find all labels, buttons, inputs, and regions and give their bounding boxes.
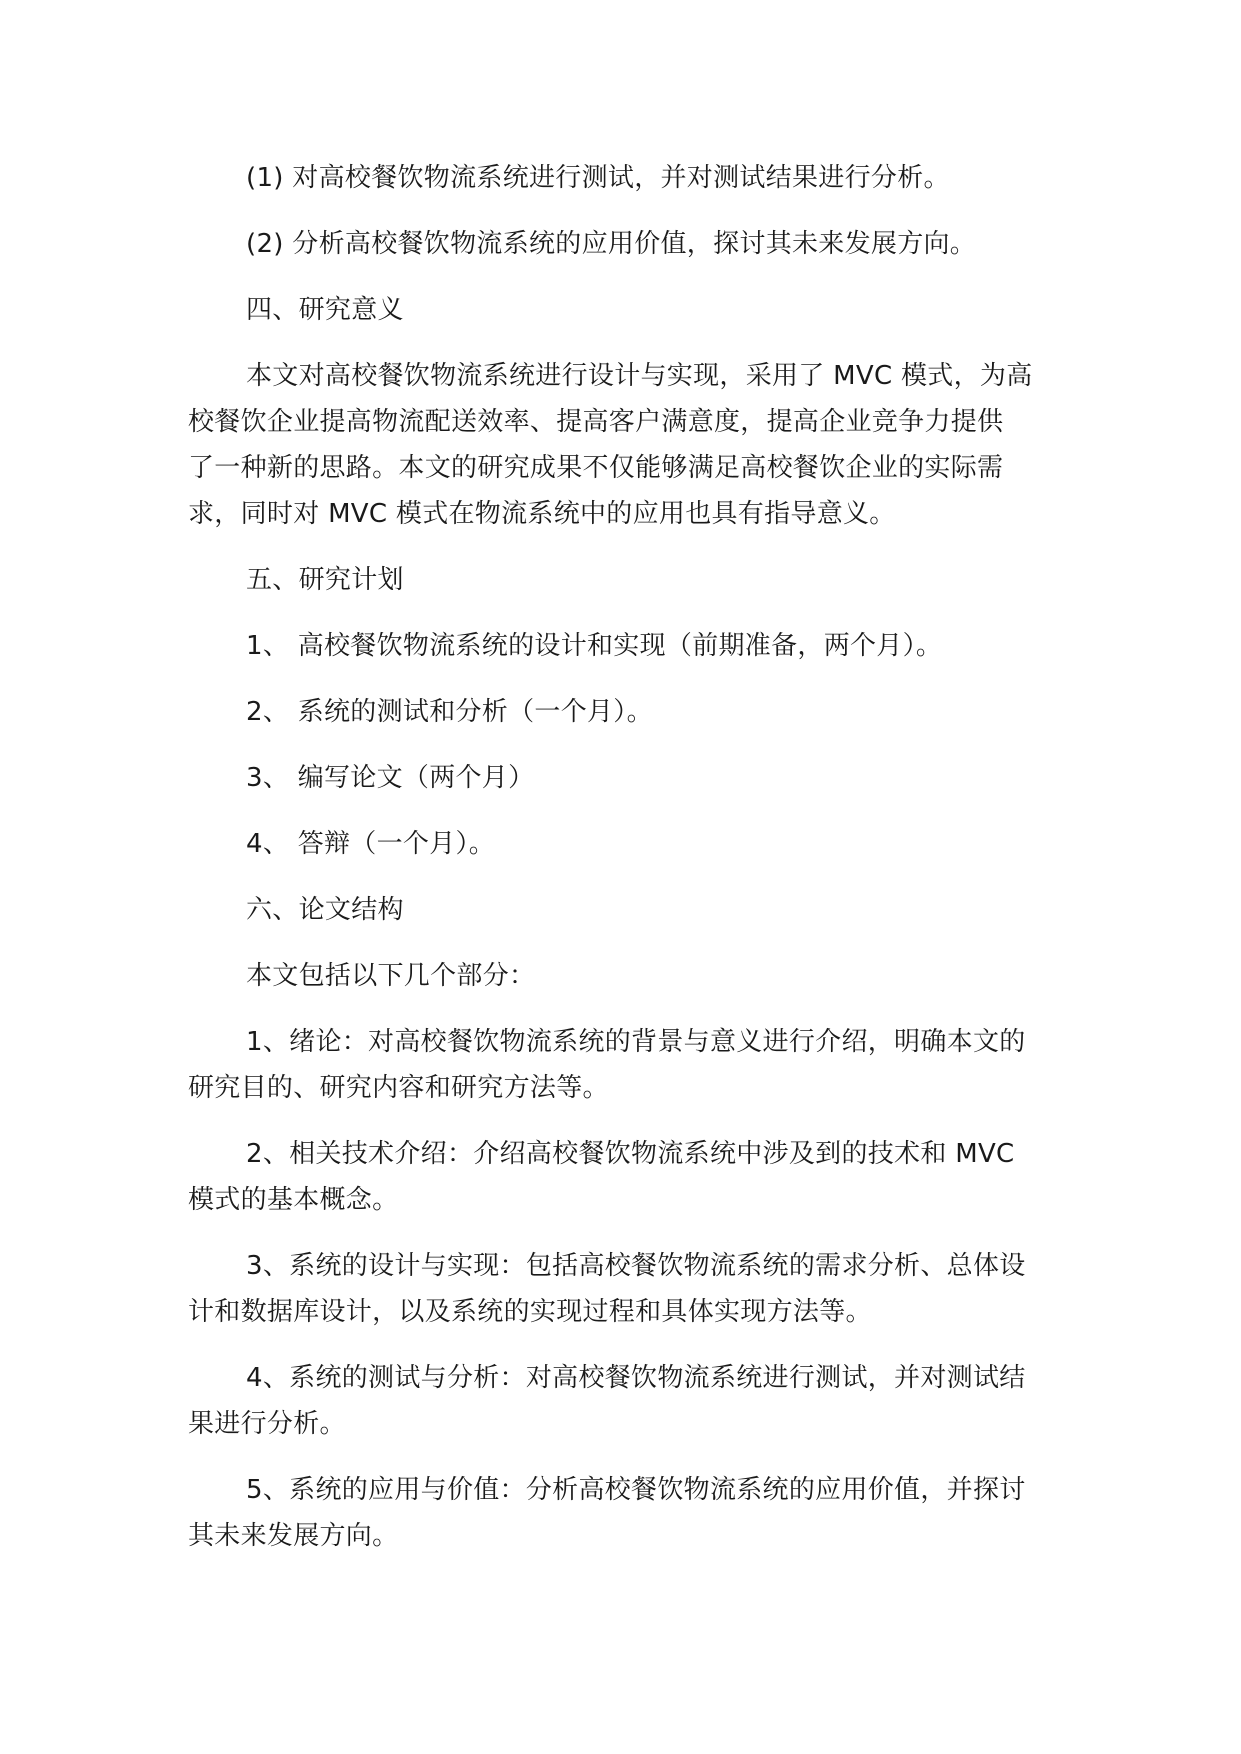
paragraph-line: 计和数据库设计，以及系统的实现过程和具体实现方法等。 [188,1297,872,1327]
paragraph-line: (1) 对高校餐饮物流系统进行测试，并对测试结果进行分析。 [246,163,950,193]
paragraph-line: 本文对高校餐饮物流系统进行设计与实现，采用了 MVC 模式，为高 [246,361,1033,391]
heading-text: 四、研究意义 [246,295,404,325]
section-heading-significance [188,287,1054,333]
paragraph-line: 其未来发展方向。 [188,1521,399,1551]
section-heading-structure [188,887,1054,933]
paragraph-line: 了一种新的思路。本文的研究成果不仅能够满足高校餐饮企业的实际需 [188,453,1004,483]
list-item: 2、 系统的测试和分析（一个月）。 [246,697,653,727]
paragraph-line: 模式的基本概念。 [188,1185,399,1215]
structure-item-2 [188,1131,1054,1223]
paragraph-line: 校餐饮企业提高物流配送效率、提高客户满意度，提高企业竞争力提供 [188,407,1004,437]
list-item: 4、 答辩（一个月）。 [246,829,496,859]
paragraph-objective-2 [188,221,1054,267]
paragraph-line: (2) 分析高校餐饮物流系统的应用价值，探讨其未来发展方向。 [246,229,977,259]
paragraph-line: 果进行分析。 [188,1409,346,1439]
plan-item-4 [188,821,1054,867]
paragraph-line: 5、系统的应用与价值：分析高校餐饮物流系统的应用价值，并探讨 [246,1475,1026,1505]
paragraph-line: 4、系统的测试与分析：对高校餐饮物流系统进行测试，并对测试结 [246,1363,1026,1393]
structure-item-1 [188,1019,1054,1111]
paragraph-line: 1、绪论：对高校餐饮物流系统的背景与意义进行介绍，明确本文的 [246,1027,1026,1057]
plan-item-1 [188,623,1054,669]
plan-item-3 [188,755,1054,801]
paragraph-structure-intro [188,953,1054,999]
structure-item-5 [188,1467,1054,1559]
heading-text: 六、论文结构 [246,895,404,925]
heading-text: 五、研究计划 [246,565,404,595]
structure-item-4 [188,1355,1054,1447]
section-heading-plan [188,557,1054,603]
paragraph-line: 2、相关技术介绍：介绍高校餐饮物流系统中涉及到的技术和 MVC [246,1139,1015,1169]
structure-item-3 [188,1243,1054,1335]
plan-item-2 [188,689,1054,735]
paragraph-line: 研究目的、研究内容和研究方法等。 [188,1073,609,1103]
document-page [188,155,1054,1559]
list-item: 3、 编写论文（两个月） [246,763,535,793]
paragraph-objective-1 [188,155,1054,201]
list-item: 1、 高校餐饮物流系统的设计和实现（前期准备，两个月）。 [246,631,943,661]
paragraph-line: 求，同时对 MVC 模式在物流系统中的应用也具有指导意义。 [188,499,896,529]
paragraph-line: 本文包括以下几个部分： [246,961,536,991]
paragraph-significance [188,353,1054,537]
paragraph-line: 3、系统的设计与实现：包括高校餐饮物流系统的需求分析、总体设 [246,1251,1026,1281]
